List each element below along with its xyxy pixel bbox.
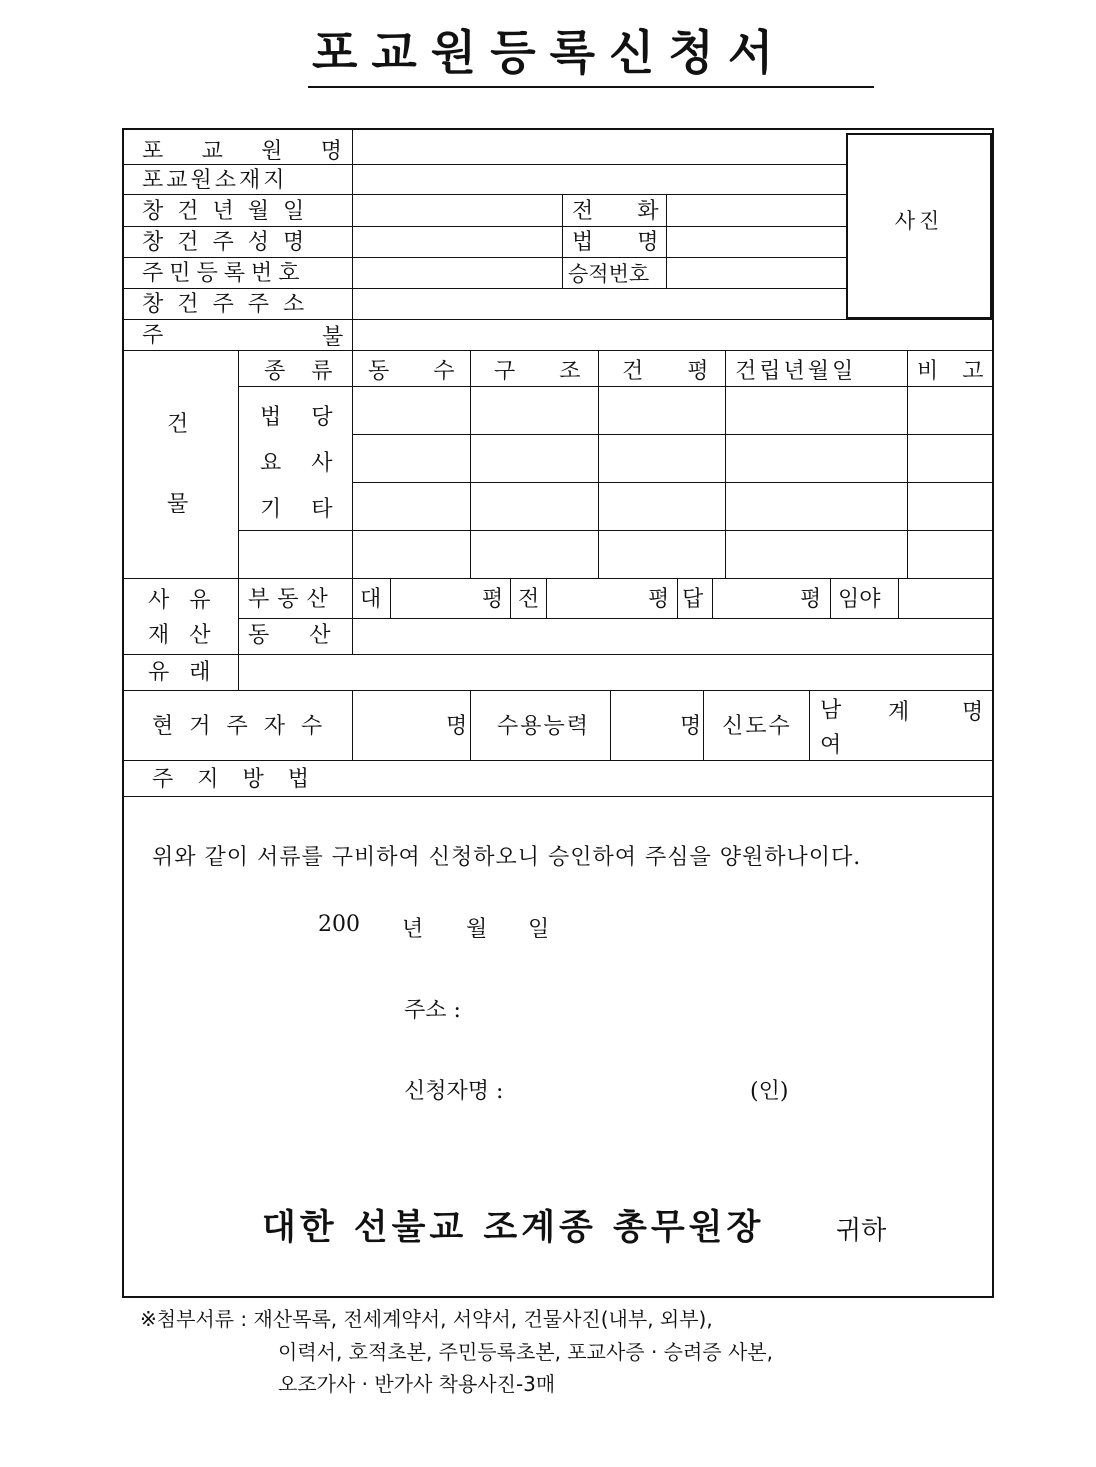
header-remarks: 비고 bbox=[917, 359, 1008, 384]
label-name-char: 명 bbox=[320, 139, 342, 164]
label-buildings-top: 건 bbox=[167, 412, 189, 437]
address-label: 주소 : bbox=[404, 998, 461, 1023]
title-underline bbox=[308, 86, 874, 88]
label-property-2: 재산 bbox=[148, 623, 231, 648]
rule bbox=[238, 530, 994, 531]
label-name-row bbox=[142, 139, 342, 165]
label-name-char: 원 bbox=[261, 139, 283, 164]
rule bbox=[122, 796, 994, 797]
rule bbox=[122, 760, 994, 761]
rule bbox=[122, 578, 994, 579]
attachments-line-3: 오조가사 · 반가사 착용사진-3매 bbox=[278, 1372, 556, 1396]
rule bbox=[352, 434, 994, 435]
header-type: 종류 bbox=[264, 359, 359, 384]
unit-believers: 명 bbox=[962, 700, 984, 725]
label-field: 전 bbox=[518, 587, 540, 612]
row-dharma-hall: 법당 bbox=[260, 405, 363, 430]
rule bbox=[677, 578, 678, 618]
rule bbox=[510, 578, 511, 618]
photo-label: 사진 bbox=[894, 209, 944, 233]
seal-mark: (인) bbox=[750, 1079, 789, 1104]
rule bbox=[238, 350, 239, 578]
rule bbox=[830, 578, 831, 618]
label-total: 계 bbox=[888, 700, 910, 725]
unit-field: 평 bbox=[648, 587, 670, 612]
label-main-buddha-b: 불 bbox=[322, 325, 344, 350]
label-origin: 유래 bbox=[148, 660, 231, 685]
label-name-char: 교 bbox=[201, 139, 223, 164]
rule bbox=[122, 350, 994, 351]
label-main-buddha-a: 주 bbox=[142, 323, 164, 348]
rule bbox=[546, 578, 547, 618]
rule bbox=[352, 482, 994, 483]
rule bbox=[712, 578, 713, 618]
rule bbox=[122, 226, 846, 227]
header-structure: 구조 bbox=[494, 359, 625, 384]
date-month-label: 월 bbox=[466, 917, 488, 942]
date-year-label: 년 bbox=[402, 917, 424, 942]
label-resident-number: 주민등록번호 bbox=[142, 261, 306, 286]
label-name-char: 포 bbox=[142, 139, 164, 164]
label-movable: 동산 bbox=[248, 623, 371, 648]
row-other: 기타 bbox=[260, 497, 363, 522]
unit-lot: 평 bbox=[482, 587, 504, 612]
label-founder-address: 창건주주소 bbox=[142, 292, 319, 317]
unit-capacity: 명 bbox=[680, 714, 702, 739]
label-male: 남 bbox=[820, 698, 842, 723]
rule bbox=[562, 194, 563, 288]
rule bbox=[122, 288, 846, 289]
rule bbox=[122, 257, 846, 258]
date-year: 200 bbox=[318, 912, 360, 937]
date-day-label: 일 bbox=[528, 917, 550, 942]
rule bbox=[470, 690, 471, 760]
row-living-quarters: 요사 bbox=[260, 451, 363, 476]
label-founder-name: 창건주성명 bbox=[142, 230, 319, 255]
rule bbox=[122, 194, 846, 195]
photo-box[interactable] bbox=[846, 133, 992, 319]
label-buildings-bottom: 물 bbox=[167, 492, 189, 517]
unit-paddy: 평 bbox=[800, 587, 822, 612]
rule bbox=[907, 350, 908, 578]
label-dharma-name: 법명 bbox=[572, 230, 703, 255]
label-location: 포교원소재지 bbox=[142, 168, 288, 193]
attachments-line-2: 이력서, 호적초본, 주민등록초본, 포교사증 · 승려증 사본, bbox=[278, 1340, 773, 1364]
label-believers: 신도수 bbox=[722, 714, 792, 739]
header-count: 동수 bbox=[368, 359, 499, 384]
rule bbox=[703, 690, 704, 760]
rule bbox=[898, 578, 899, 618]
label-property-1: 사유 bbox=[148, 588, 231, 613]
form-title: 포교원등록신청서 bbox=[312, 26, 788, 81]
unit-residents: 명 bbox=[446, 714, 468, 739]
header-built-date: 건립년월일 bbox=[735, 359, 857, 384]
rule bbox=[809, 690, 810, 760]
label-founded-date: 창건년월일 bbox=[142, 199, 319, 224]
label-monk-number: 승적번호 bbox=[568, 262, 650, 286]
rule bbox=[122, 690, 994, 691]
honorific: 귀하 bbox=[836, 1216, 887, 1246]
rule bbox=[238, 578, 239, 690]
rule bbox=[122, 654, 994, 655]
label-residents: 현거주자수 bbox=[152, 714, 339, 739]
addressee: 대한 선불교 조계종 총무원장 bbox=[262, 1207, 765, 1248]
applicant-label: 신청자명 : bbox=[404, 1079, 504, 1104]
label-phone: 전화 bbox=[572, 199, 703, 224]
rule bbox=[122, 319, 994, 320]
label-forest: 임야 bbox=[838, 587, 881, 612]
rule bbox=[352, 130, 353, 350]
label-female: 여 bbox=[820, 733, 842, 758]
label-real-estate: 부동산 bbox=[248, 587, 336, 612]
label-capacity: 수용능력 bbox=[497, 714, 591, 739]
label-paddy: 답 bbox=[682, 587, 704, 612]
rule bbox=[238, 386, 994, 387]
label-maintenance: 주지방법 bbox=[152, 767, 334, 792]
statement: 위와 같이 서류를 구비하여 신청하오니 승인하여 주심을 양원하나이다. bbox=[152, 845, 862, 870]
rule bbox=[352, 690, 353, 760]
rule bbox=[610, 690, 611, 760]
rule bbox=[390, 578, 391, 618]
rule bbox=[238, 618, 994, 619]
label-lot: 대 bbox=[360, 587, 382, 612]
header-floor-area: 건평 bbox=[622, 359, 753, 384]
attachments-line-1: ※첨부서류 : 재산목록, 전세계약서, 서약서, 건물사진(내부, 외부), bbox=[140, 1307, 713, 1331]
